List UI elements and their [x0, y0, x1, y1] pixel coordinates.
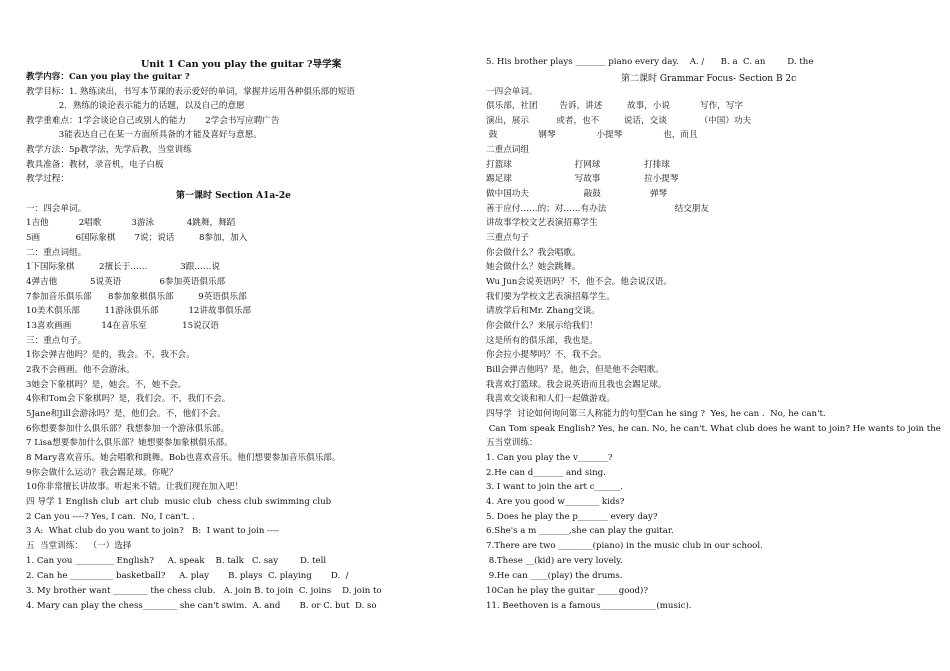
body-line: 演出，展示 或者，也不 说话，交谈 （中国）功夫	[486, 116, 752, 126]
body-line: 踢足球 写故事 拉小提琴	[486, 174, 679, 184]
body-line: 我喜欢打篮球。我会说英语而且我也会踢足球。	[486, 380, 667, 390]
body-line: 7 Lisa想要参加什么俱乐部？她想要参加象棋俱乐部。	[26, 438, 233, 448]
body-line: 1吉他 2唱歌 3游泳 4跳舞，舞蹈	[26, 218, 236, 228]
body-line: 4弹吉他 5说英语 6参加英语俱乐部	[26, 277, 226, 287]
exercise-line: 4. Are you good w________ kids?	[486, 497, 625, 507]
teaching-aids: 教具准备：教材，录音机，电子白板	[26, 160, 164, 170]
body-line: 5Jane和Jill会游泳吗？是，他们会。不，他们不会。	[26, 409, 226, 419]
body-line: 五当堂训练：	[486, 438, 538, 448]
teaching-process: 教学过程：	[26, 174, 69, 184]
teaching-goal-2: 2．熟练的谈论表示能力的话题，以及自己的意愿	[26, 101, 245, 111]
body-line: 四 导学 1 English club art club music club chess club swimming club	[26, 497, 332, 507]
body-line: 俱乐部，社团 告诉，讲述 故事，小说 写作，写字	[486, 101, 743, 111]
teaching-method: 教学方法：5p教学法，先学后教，当堂训练	[26, 145, 192, 155]
exercise-line: 5. Does he play the p_______ every day?	[486, 512, 658, 522]
exercise-line: 11. Beethoven is a famous_____________(music).	[486, 601, 692, 611]
body-line: Wu Jun会说英语吗？不，他不会。他会说汉语。	[486, 277, 672, 287]
body-line: 五 当堂训练： （一）选择	[26, 541, 132, 551]
document-title: Unit 1 Can you play the guitar ?导学案	[141, 59, 342, 70]
key-points-2: 3能表达自己在某一方面所具备的才能及喜好与意愿。	[26, 130, 262, 140]
body-line: 这是所有的俱乐部，我也是。	[486, 336, 598, 346]
body-line: Can Tom speak English? Yes, he can. No, he can't. What club does he want to join? He wants to join the	[486, 424, 941, 434]
body-line: 3她会下象棋吗？是，她会。不，她不会。	[26, 380, 187, 390]
body-line: 请放学后和Mr. Zhang交谈。	[486, 306, 600, 316]
exercise-line: 4. Mary can play the chess________ she can't swim. A. and B. or C. but D. so	[26, 601, 377, 611]
exercise-line: 3. My brother want ________ the chess club. A. join B. to join C. joins D. join to	[26, 586, 382, 596]
body-line: 1下国际象棋 2擅长于…… 3跟……说	[26, 262, 221, 272]
body-line: 我喜欢交谈和和人们一起做游戏。	[486, 394, 615, 404]
exercise-line: 2. Can he __________ basketball? A. play B. plays C. playing D. /	[26, 571, 349, 581]
body-line: 1你会弹吉他吗？是的，我会。不，我不会。	[26, 350, 195, 360]
exercise-line: 3. I want to join the art c______.	[486, 482, 624, 492]
body-line: 2我不会画画。他不会游泳。	[26, 365, 135, 375]
teaching-content: 教学内容：Can you play the guitar ?	[26, 72, 190, 82]
exercise-line: 7.There are two ________(piano) in the music club in our school.	[486, 541, 763, 551]
lesson-1-title: 第一课时 Section A1a-2e	[176, 191, 291, 201]
body-line: 8 Mary喜欢音乐。她会唱歌和跳舞。Bob也喜欢音乐。他们想要参加音乐俱乐部。	[26, 453, 341, 463]
exercise-line: 10Can he play the guitar _____good)?	[486, 586, 649, 596]
body-line: 一：四会单词。	[26, 204, 87, 214]
body-line: 2 Can you ----? Yes, I can. No, I can't. .	[26, 512, 195, 522]
body-line: 你会做什么？来展示给我们！	[486, 321, 598, 331]
body-line: 13喜欢画画 14在音乐室 15说汉语	[26, 321, 219, 331]
body-line: 四导学 讨论如何询问第三人称能力的句型Can he sing ? Yes, he can . No, he can't.	[486, 409, 826, 419]
body-line: 一四会单词。	[486, 87, 538, 97]
exercise-line: 1. Can you play the v_______?	[486, 453, 613, 463]
exercise-line: 9.He can ____(play) the drums.	[486, 571, 623, 581]
key-points-1: 教学重难点：1学会谈论自己或别人的能力 2学会书写应聘广告	[26, 116, 280, 126]
body-line: 善于应付……的；对……有办法 结交朋友	[486, 204, 709, 214]
body-line: 讲故事学校文艺表演招募学生	[486, 218, 598, 228]
lesson-2-title: 第二课时 Grammar Focus- Section B 2c	[621, 74, 797, 84]
body-line: Bill会弹吉他吗？是，他会，但是他不会唱歌。	[486, 365, 664, 375]
body-line: 9你会做什么运动？我会踢足球。你呢？	[26, 468, 178, 478]
body-line: 二重点词组	[486, 145, 529, 155]
body-line: 10你非常擅长讲故事。听起来不错。让我们现在加入吧！	[26, 482, 244, 492]
body-line: 4你和Tom会下象棋吗？是，我们会。不，我们不会。	[26, 394, 231, 404]
body-line: 三重点句子	[486, 233, 529, 243]
exercise-line: 2.He can d_______ and sing.	[486, 468, 606, 478]
body-line: 我们要为学校文艺表演招募学生。	[486, 292, 615, 302]
body-line: 5画 6国际象棋 7说；说话 8参加，加入	[26, 233, 248, 243]
body-line: 7参加音乐俱乐部 8参加象棋俱乐部 9英语俱乐部	[26, 292, 247, 302]
body-line: 三：重点句子。	[26, 336, 87, 346]
exercise-line: 8.These __(kid) are very lovely.	[486, 556, 623, 566]
body-line: 鼓 钢琴 小提琴 也，而且	[486, 130, 698, 140]
body-line: 做中国功夫 敲鼓 弹琴	[486, 189, 668, 199]
body-line: 10美术俱乐部 11游泳俱乐部 12讲故事俱乐部	[26, 306, 251, 316]
body-line: 她会做什么？她会跳舞。	[486, 262, 581, 272]
body-line: 你会做什么？我会唱歌。	[486, 248, 581, 258]
body-line: 打篮球 打网球 打排球	[486, 160, 670, 170]
body-line: 二：重点词组。	[26, 248, 87, 258]
exercise-line: 1. Can you _________ English? A. speak B. talk C. say D. tell	[26, 556, 327, 566]
body-line: 6你想要参加什么俱乐部？我想参加一个游泳俱乐部。	[26, 424, 230, 434]
exercise-line: 5. His brother plays _______ piano every day. A. / B. a C. an D. the	[486, 57, 814, 67]
exercise-line: 6.She's a m _______,she can play the guitar.	[486, 526, 674, 536]
body-line: 你会拉小提琴吗？不，我不会。	[486, 350, 607, 360]
body-line: 3 A: What club do you want to join? B: I want to join ----	[26, 526, 279, 536]
teaching-goal-1: 教学目标：1. 熟练读出，书写本节课的表示爱好的单词，掌握并运用各种俱乐部的短语	[26, 87, 355, 97]
